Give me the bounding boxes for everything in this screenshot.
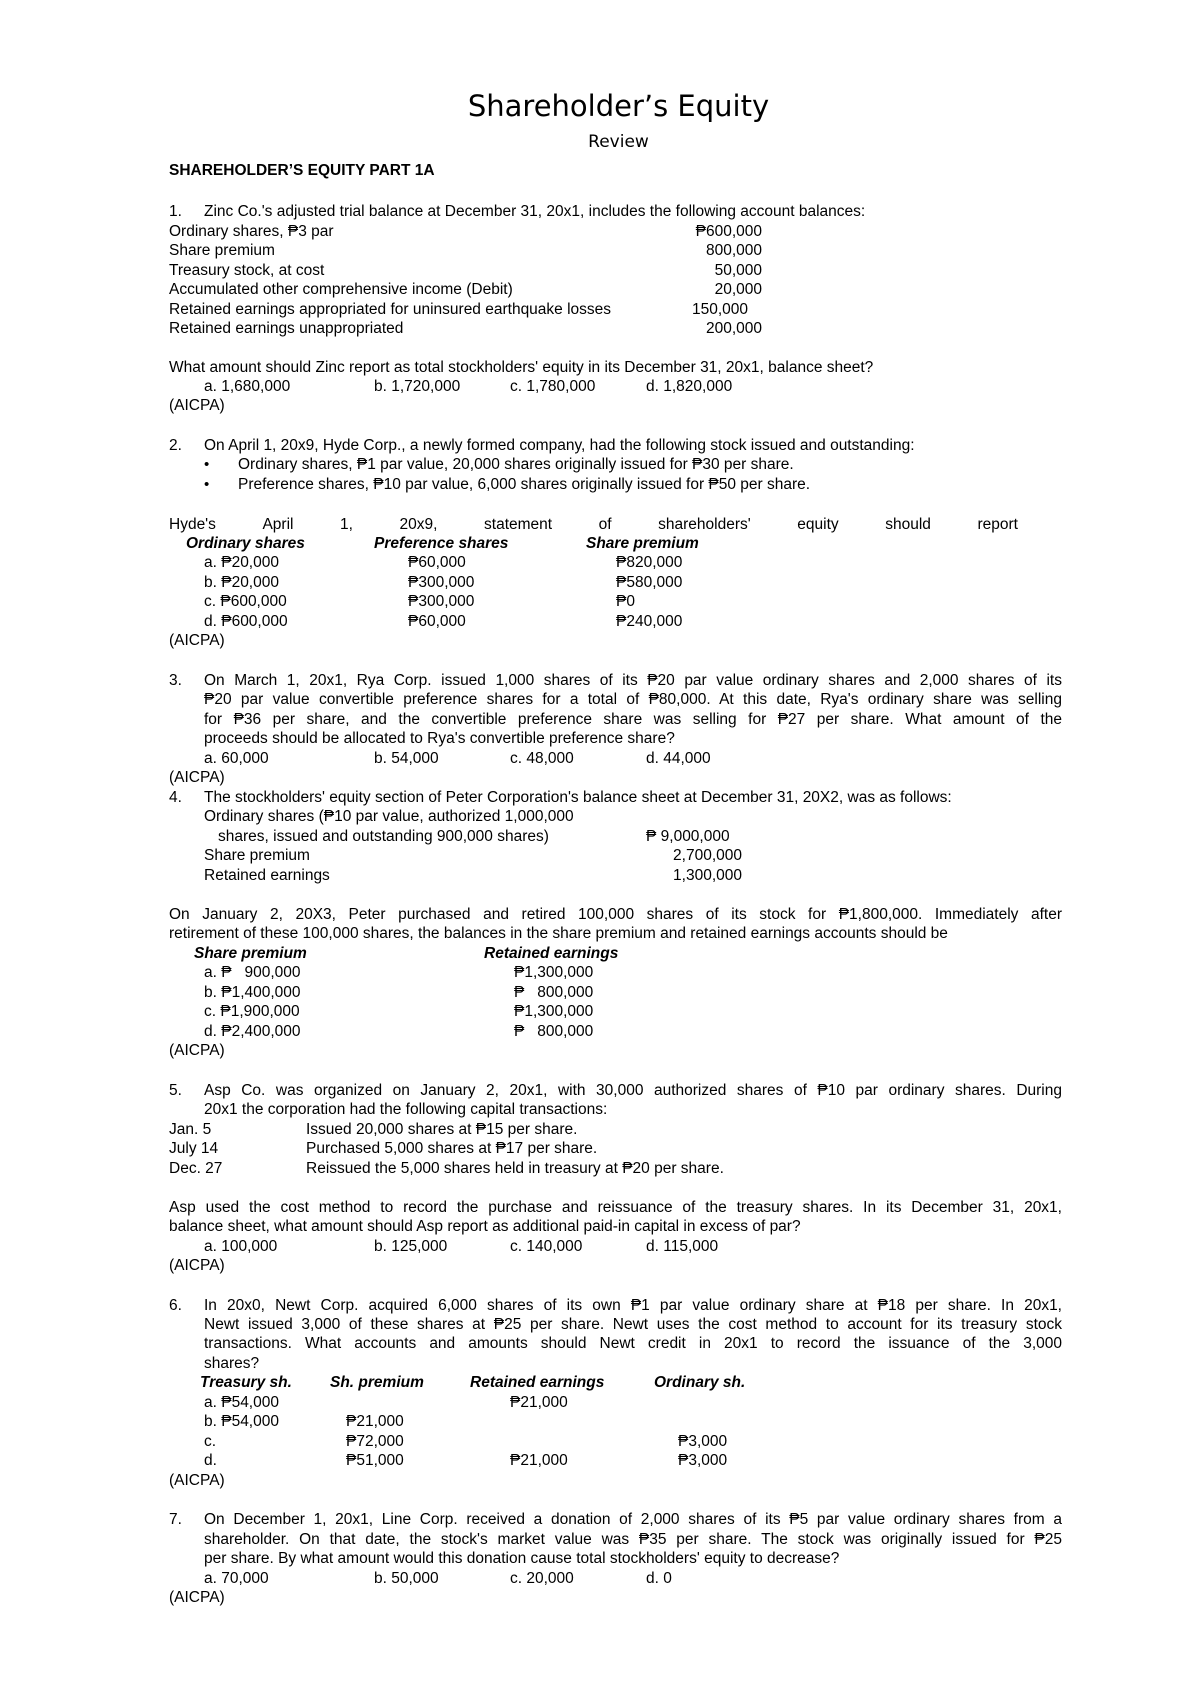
word: April — [262, 516, 294, 533]
table-cell: b. ₱20,000 — [204, 574, 279, 591]
source-label: (AICPA) — [169, 1472, 225, 1489]
question-line: shareholder. On that date, the stock's market value was ₱35 per share. The stock was originally issued for ₱25 — [204, 1531, 1062, 1548]
account-amount: 50,000 — [714, 262, 762, 279]
source-label: (AICPA) — [169, 397, 225, 414]
account-label: Share premium — [169, 242, 275, 259]
table-cell: ₱72,000 — [346, 1433, 404, 1450]
question-number: 4. — [169, 789, 182, 806]
column-header: Treasury sh. — [200, 1374, 292, 1391]
table-cell: c. ₱1,900,000 — [204, 1003, 300, 1020]
choice-d: d. 44,000 — [646, 750, 711, 767]
document-title: Shareholder’s Equity — [467, 89, 770, 123]
table-cell: d. — [204, 1452, 217, 1469]
source-label: (AICPA) — [169, 1257, 225, 1274]
account-amount: 150,000 — [691, 301, 748, 318]
column-header: Ordinary shares — [186, 535, 305, 552]
transaction-date: Jan. 5 — [169, 1121, 212, 1138]
table-cell: ₱0 — [616, 593, 635, 610]
table-cell: ₱60,000 — [408, 554, 466, 571]
question-line: retirement of these 100,000 shares, the balances in the share premium and retained earnings accounts should be — [169, 925, 948, 942]
table-cell: ₱1,300,000 — [514, 1003, 594, 1020]
account-amount: 20,000 — [714, 281, 762, 298]
choice-c: c. 20,000 — [510, 1570, 574, 1587]
table-cell: ₱1,300,000 — [514, 964, 594, 981]
question-number: 1. — [169, 203, 182, 220]
choice-b: b. 125,000 — [374, 1238, 448, 1255]
table-cell: a. ₱ 900,000 — [204, 964, 301, 981]
question-line: for ₱36 per share, and the convertible preference share was selling for ₱27 per share. What amount of the — [204, 711, 1062, 728]
account-label: Accumulated other comprehensive income (Debit) — [169, 281, 513, 298]
table-cell: ₱60,000 — [408, 613, 466, 630]
question-stem: The stockholders' equity section of Peter Corporation's balance sheet at December 31, 20X2, was as follows: — [204, 789, 952, 806]
transaction-desc: Issued 20,000 shares at ₱15 per share. — [306, 1121, 578, 1138]
column-header: Retained earnings — [470, 1374, 605, 1391]
table-cell: ₱21,000 — [510, 1394, 568, 1411]
table-cell: ₱240,000 — [616, 613, 683, 630]
question-line: On December 1, 20x1, Line Corp. received a donation of 2,000 shares of its ₱5 par value ordinary shares from a — [204, 1511, 1062, 1528]
transaction-date: Dec. 27 — [169, 1160, 223, 1177]
question-line: Newt issued 3,000 of these shares at ₱25 per share. Newt uses the cost method to account for its treasury stock — [204, 1316, 1062, 1333]
question-line: 20x1 the corporation had the following capital transactions: — [204, 1101, 608, 1118]
choice-d: d. 0 — [646, 1570, 672, 1587]
choice-a: a. 1,680,000 — [204, 378, 291, 395]
question-line: proceeds should be allocated to Rya's convertible preference share? — [204, 730, 675, 747]
question-line: In 20x0, Newt Corp. acquired 6,000 shares of its own ₱1 par value ordinary share at ₱18 per share. In 20x1, — [204, 1297, 1062, 1314]
word: shareholders' — [658, 516, 751, 533]
account-label: Ordinary shares, ₱3 par — [169, 223, 334, 240]
question-number: 3. — [169, 672, 182, 689]
word: 1, — [340, 516, 353, 533]
account-label: Treasury stock, at cost — [169, 262, 325, 279]
choice-c: c. 48,000 — [510, 750, 574, 767]
word: equity — [797, 516, 839, 533]
choice-b: b. 1,720,000 — [374, 378, 461, 395]
question-stem: Zinc Co.'s adjusted trial balance at December 31, 20x1, includes the following account balances: — [204, 203, 866, 220]
choice-d: d. 115,000 — [646, 1238, 719, 1255]
question-line: balance sheet, what amount should Asp report as additional paid-in capital in excess of par? — [169, 1218, 801, 1235]
column-header: Share premium — [586, 535, 699, 552]
question-line: Asp Co. was organized on January 2, 20x1, with 30,000 authorized shares of ₱10 par ordinary shares. During — [204, 1082, 1062, 1099]
word: Hyde's — [169, 516, 216, 533]
choice-d: d. 1,820,000 — [646, 378, 733, 395]
table-cell: ₱ 800,000 — [514, 1023, 594, 1040]
choice-c: c. 140,000 — [510, 1238, 583, 1255]
bullet-item: Ordinary shares, ₱1 par value, 20,000 shares originally issued for ₱30 per share. — [238, 456, 794, 473]
table-cell: d. ₱600,000 — [204, 613, 288, 630]
account-amount: 200,000 — [705, 320, 762, 337]
section-heading: SHAREHOLDER’S EQUITY PART 1A — [169, 162, 435, 179]
choice-c: c. 1,780,000 — [510, 378, 596, 395]
table-cell: a. ₱20,000 — [204, 554, 279, 571]
question-stem: On April 1, 20x9, Hyde Corp., a newly formed company, had the following stock issued and outstanding: — [204, 437, 915, 454]
equity-line: Retained earnings — [204, 867, 330, 884]
question-text: What amount should Zinc report as total stockholders' equity in its December 31, 20x1, balance sheet? — [169, 359, 874, 376]
source-label: (AICPA) — [169, 1042, 225, 1059]
table-cell: ₱3,000 — [678, 1452, 728, 1469]
column-header: Preference shares — [374, 535, 509, 552]
source-label: (AICPA) — [169, 769, 225, 786]
table-cell: ₱820,000 — [616, 554, 683, 571]
bullet-icon: • — [204, 476, 210, 493]
table-cell: ₱51,000 — [346, 1452, 404, 1469]
table-cell: ₱300,000 — [408, 574, 475, 591]
table-cell: a. ₱54,000 — [204, 1394, 279, 1411]
table-cell: c. — [204, 1433, 217, 1450]
table-cell: c. ₱600,000 — [204, 593, 287, 610]
equity-line: shares, issued and outstanding 900,000 shares) — [218, 828, 549, 845]
equity-amount: 2,700,000 — [673, 847, 742, 864]
bullet-item: Preference shares, ₱10 par value, 6,000 shares originally issued for ₱50 per share. — [238, 476, 811, 493]
bullet-icon: • — [204, 456, 210, 473]
table-cell: d. ₱2,400,000 — [204, 1023, 301, 1040]
word: should — [885, 516, 931, 533]
column-header: Retained earnings — [484, 945, 619, 962]
question-number: 2. — [169, 437, 182, 454]
transaction-desc: Purchased 5,000 shares at ₱17 per share. — [306, 1140, 598, 1157]
table-cell: ₱3,000 — [678, 1433, 728, 1450]
question-line: On March 1, 20x1, Rya Corp. issued 1,000 shares of its ₱20 par value ordinary shares and 2,000 shares of its — [204, 672, 1062, 689]
question-line: transactions. What accounts and amounts should Newt credit in 20x1 to record the issuance of the 3,000 — [204, 1335, 1062, 1352]
table-cell: ₱ 800,000 — [514, 984, 594, 1001]
transaction-date: July 14 — [169, 1140, 219, 1157]
table-cell: ₱21,000 — [510, 1452, 568, 1469]
equity-amount: ₱ 9,000,000 — [646, 828, 730, 845]
equity-line: Share premium — [204, 847, 310, 864]
word: 20x9, — [399, 516, 438, 533]
question-line: per share. By what amount would this donation cause total stockholders' equity to decrease? — [204, 1550, 840, 1567]
choice-a: a. 60,000 — [204, 750, 269, 767]
choice-b: b. 54,000 — [374, 750, 439, 767]
source-label: (AICPA) — [169, 632, 225, 649]
column-header: Ordinary sh. — [654, 1374, 746, 1391]
choice-b: b. 50,000 — [374, 1570, 439, 1587]
transaction-desc: Reissued the 5,000 shares held in treasury at ₱20 per share. — [306, 1160, 724, 1177]
column-header: Share premium — [194, 945, 307, 962]
question-line: ₱20 par value convertible preference shares for a total of ₱80,000. At this date, Rya's ordinary share was selling — [204, 691, 1062, 708]
document-subtitle: Review — [588, 132, 649, 152]
word: statement — [484, 516, 553, 533]
column-header: Sh. premium — [330, 1374, 424, 1391]
question-text-justified — [169, 515, 1018, 534]
question-number: 5. — [169, 1082, 182, 1099]
account-label: Retained earnings appropriated for uninsured earthquake losses — [169, 301, 612, 318]
table-cell: b. ₱54,000 — [204, 1413, 279, 1430]
equity-line: Ordinary shares (₱10 par value, authorized 1,000,000 — [204, 808, 574, 825]
table-cell: ₱300,000 — [408, 593, 475, 610]
table-cell: ₱580,000 — [616, 574, 683, 591]
table-cell: b. ₱1,400,000 — [204, 984, 301, 1001]
source-label: (AICPA) — [169, 1589, 225, 1606]
question-number: 7. — [169, 1511, 182, 1528]
account-amount: ₱600,000 — [695, 223, 762, 240]
question-line: On January 2, 20X3, Peter purchased and retired 100,000 shares of its stock for ₱1,800,000. Immediately after — [169, 906, 1062, 923]
account-label: Retained earnings unappropriated — [169, 320, 404, 337]
equity-amount: 1,300,000 — [673, 867, 742, 884]
table-cell: ₱21,000 — [346, 1413, 404, 1430]
choice-a: a. 70,000 — [204, 1570, 269, 1587]
question-line: Asp used the cost method to record the purchase and reissuance of the treasury shares. In its December 31, 20x1, — [169, 1199, 1062, 1216]
word: report — [977, 516, 1018, 533]
word: of — [598, 516, 612, 533]
choice-a: a. 100,000 — [204, 1238, 278, 1255]
account-amount: 800,000 — [705, 242, 762, 259]
question-line: shares? — [204, 1355, 260, 1372]
question-number: 6. — [169, 1297, 182, 1314]
